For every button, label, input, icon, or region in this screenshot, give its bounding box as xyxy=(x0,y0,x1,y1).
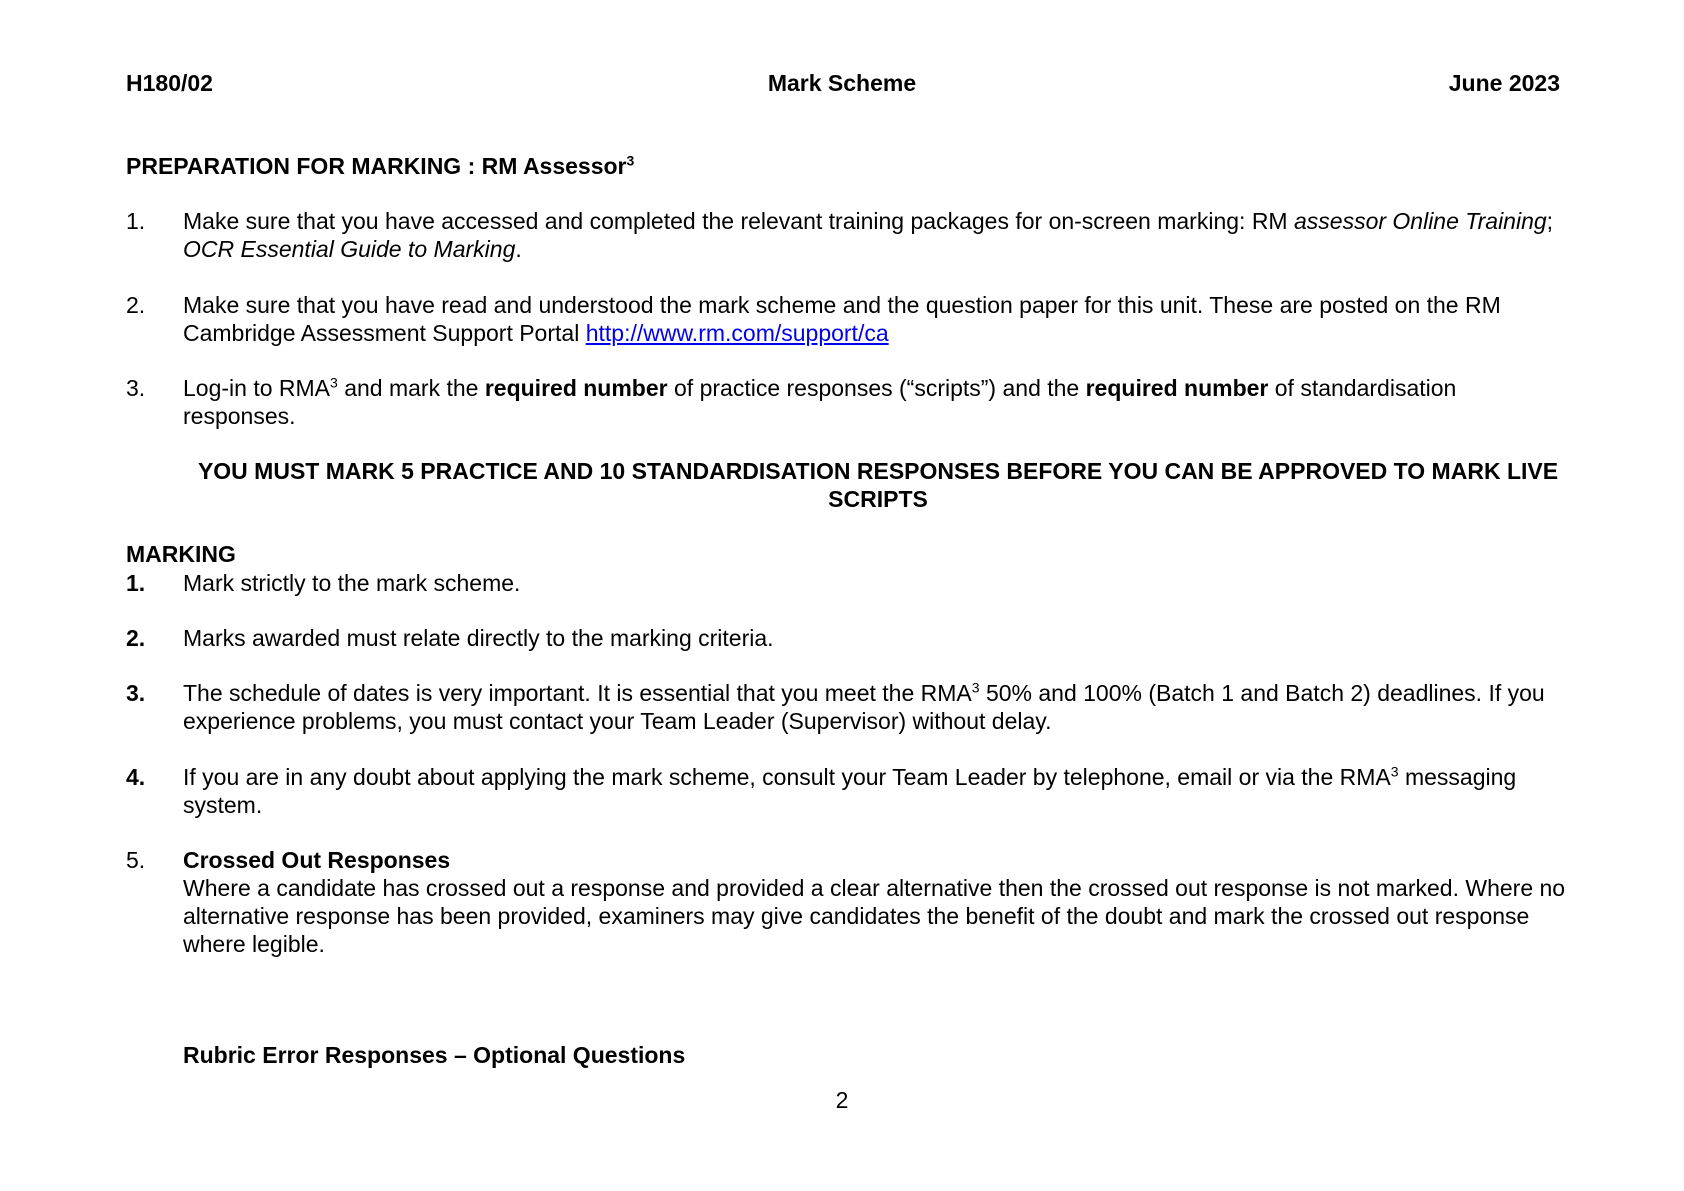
marking-item-2-text: Marks awarded must relate directly to the marking criteria. xyxy=(183,625,774,651)
marking-item-5-number: 5. xyxy=(126,847,146,873)
marking-item-4-number: 4. xyxy=(126,764,146,790)
marking-item-3-text-a: The schedule of dates is very important. It is essential that you meet the RMA xyxy=(183,680,972,706)
prep-heading-sup: 3 xyxy=(626,152,635,169)
prep-item-3-text-b: and mark the xyxy=(337,375,485,401)
prep-item-2-text: Make sure that you have read and understood the mark scheme and the question paper for this unit. These are posted on the RM Cambridge Assessment Support Portal xyxy=(183,292,1501,346)
prep-item-3-bold-2: required number xyxy=(1085,375,1269,401)
prep-item-3-number: 3. xyxy=(126,375,146,401)
marking-item-3 xyxy=(183,679,1573,735)
prep-item-1-sep: ; xyxy=(1546,208,1554,234)
marking-item-3-number: 3. xyxy=(126,680,146,706)
marking-item-4-text-a: If you are in any doubt about applying the mark scheme, consult your Team Leader by telephone, email or via the RMA xyxy=(183,764,1391,790)
marking-item-3-text-b: 50% and 100% (Batch 1 and Batch 2) deadlines. If you experience problems, you must contact your Team Leader (Supervisor) without delay. xyxy=(183,680,1545,734)
header-title: Mark Scheme xyxy=(767,70,917,96)
prep-item-1 xyxy=(183,207,1573,263)
crossed-out-heading: Crossed Out Responses xyxy=(183,847,451,873)
header-date: June 2023 xyxy=(1448,70,1560,96)
prep-heading-text: PREPARATION FOR MARKING : RM Assessor xyxy=(126,153,627,179)
marking-item-2-number: 2. xyxy=(126,625,146,651)
prep-item-1-italic-1: assessor Online Training xyxy=(1293,208,1547,234)
prep-heading xyxy=(126,152,634,180)
rubric-error-heading: Rubric Error Responses – Optional Questions xyxy=(183,1042,686,1068)
crossed-out-text: Where a candidate has crossed out a response and provided a clear alternative then the crossed out response is not marked. Where no alternative response has been provided, examiners may give candidates the benefit of the doubt and mark the crossed out response where legible. xyxy=(183,875,1566,957)
prep-item-1-end: . xyxy=(515,236,522,262)
prep-item-1-italic-2: OCR Essential Guide to Marking xyxy=(183,236,516,262)
prep-item-3-text-c: of practice responses (“scripts”) and the xyxy=(667,375,1086,401)
prep-item-1-text: Make sure that you have accessed and completed the relevant training packages for on-screen marking: RM xyxy=(183,208,1294,234)
prep-item-3-sup: 3 xyxy=(330,374,338,391)
support-portal-link[interactable]: http://www.rm.com/support/ca xyxy=(585,320,889,346)
marking-item-4-text-b: messaging system. xyxy=(183,764,1517,818)
standardisation-notice: YOU MUST MARK 5 PRACTICE AND 10 STANDARDISATION RESPONSES BEFORE YOU CAN BE APPROVED TO MARK LIVE SCRIPTS xyxy=(197,458,1559,512)
prep-item-3-text-a: Log-in to RMA xyxy=(183,375,331,401)
prep-item-3-text-d: of standardisation responses. xyxy=(183,375,1457,429)
marking-item-3-sup: 3 xyxy=(971,679,980,696)
prep-item-2 xyxy=(183,291,1573,347)
marking-heading: MARKING xyxy=(126,541,236,567)
prep-item-3 xyxy=(183,374,1573,430)
page-number: 2 xyxy=(835,1087,849,1113)
marking-item-5 xyxy=(183,846,1573,958)
marking-item-4-sup: 3 xyxy=(1390,763,1399,780)
marking-item-4 xyxy=(183,763,1573,819)
prep-item-2-number: 2. xyxy=(126,292,146,318)
prep-item-3-bold-1: required number xyxy=(484,375,668,401)
prep-item-1-number: 1. xyxy=(126,208,146,234)
paper-code: H180/02 xyxy=(126,70,213,96)
marking-item-1-text: Mark strictly to the mark scheme. xyxy=(183,570,521,596)
marking-item-1-number: 1. xyxy=(126,570,146,596)
